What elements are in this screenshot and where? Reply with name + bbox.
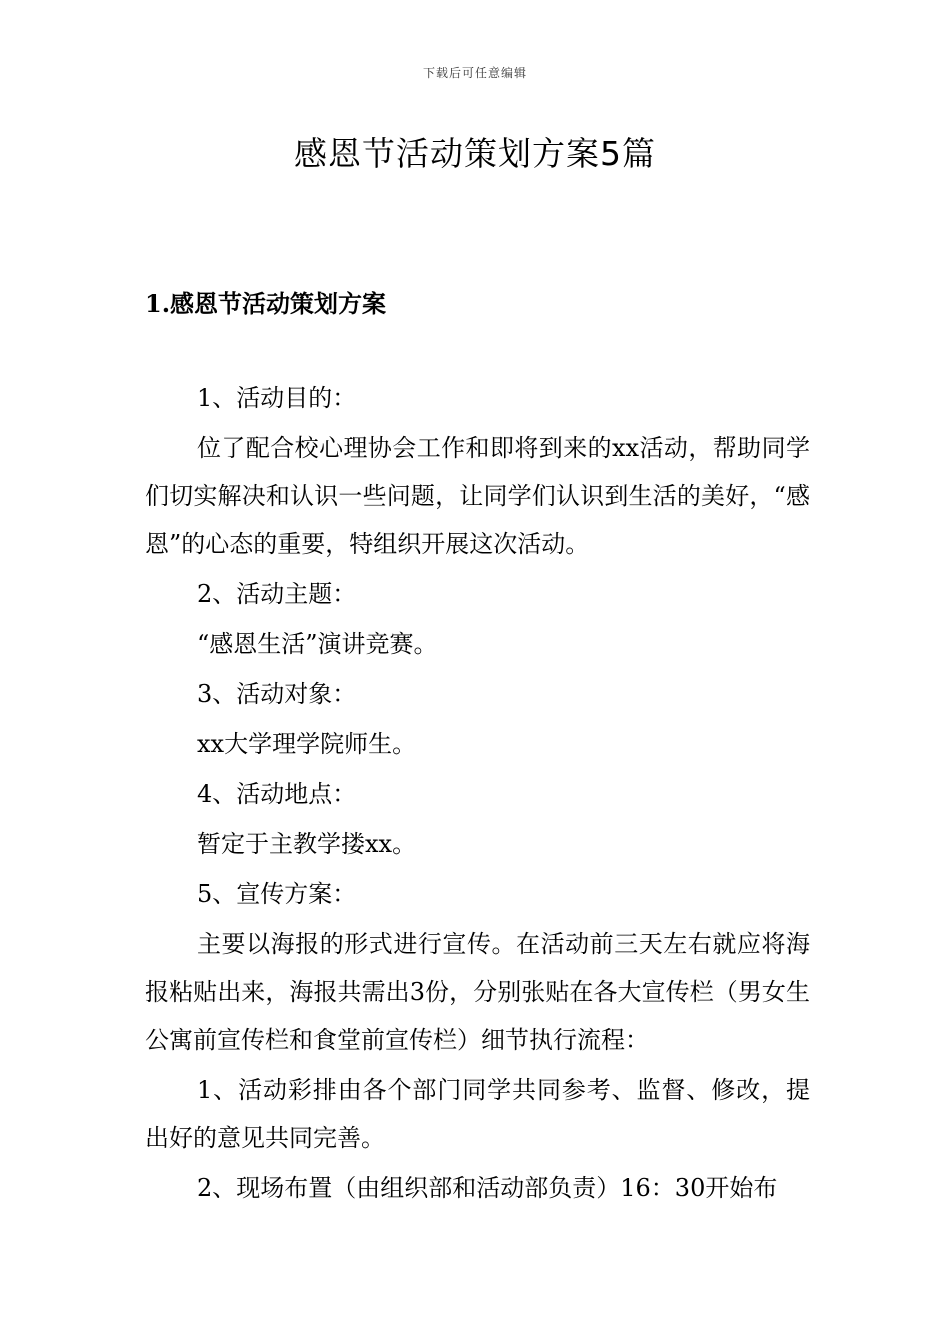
paragraph-audience: xx大学理学院师生。	[197, 730, 417, 758]
paragraph-location: 暂定于主教学搂xx。	[197, 830, 417, 858]
paragraph-rehearsal: 1、活动彩排由各个部门同学共同参考、监督、修改，提出好的意见共同完善。	[145, 1076, 810, 1152]
document-title: 感恩节活动策划方案5篇	[294, 134, 656, 173]
section-heading: 1.感恩节活动策划方案	[145, 289, 387, 318]
paragraph-setup: 2、现场布置（由组织部和活动部负责）16：30开始布	[197, 1174, 778, 1202]
header-note: 下载后可任意编辑	[422, 66, 527, 80]
paragraph-theme-label: 2、活动主题：	[197, 580, 357, 608]
paragraph-promotion: 主要以海报的形式进行宣传。在活动前三天左右就应将海报粘贴出来，海报共需出3份，分别张贴在各大宣传栏（男女生公寓前宣传栏和食堂前宣传栏）细节执行流程：	[145, 930, 810, 1054]
paragraph-promotion-label: 5、宣传方案：	[197, 880, 357, 908]
paragraph-purpose-label: 1、活动目的：	[197, 384, 357, 412]
paragraph-location-label: 4、活动地点：	[197, 780, 357, 808]
paragraph-theme: “感恩生活”演讲竞赛。	[197, 630, 438, 658]
document-body	[145, 374, 810, 1214]
paragraph-audience-label: 3、活动对象：	[197, 680, 357, 708]
paragraph-purpose: 位了配合校心理协会工作和即将到来的xx活动，帮助同学们切实解决和认识一些问题，让同学们认识到生活的美好，“感恩”的心态的重要，特组织开展这次活动。	[145, 434, 810, 558]
